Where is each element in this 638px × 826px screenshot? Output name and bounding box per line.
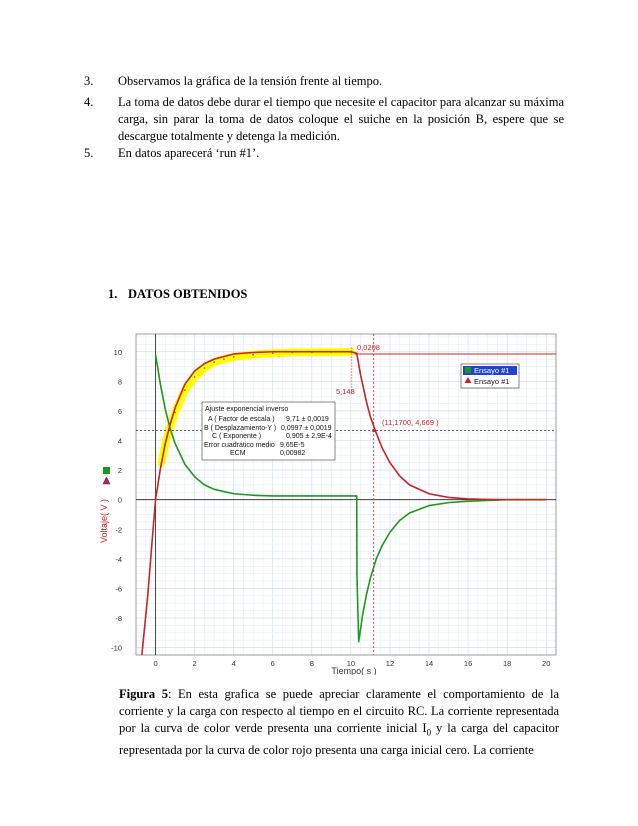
- legend: [461, 364, 519, 388]
- list-text: La toma de datos debe durar el tiempo que necesite el capacitor para alcanzar su máxima carga, sin parar la toma de datos coloque el suiche en la posición B, espere que se descargue totalmente y detenga la medición.: [118, 95, 564, 143]
- x-tick-label: 2: [192, 659, 197, 668]
- list-number: 3.: [84, 74, 94, 88]
- x-tick-label: 16: [463, 659, 473, 668]
- x-tick-label: 14: [424, 659, 434, 668]
- fit-point: [184, 389, 186, 391]
- y-tick-label: -6: [115, 584, 122, 594]
- x-tick-label: 12: [385, 659, 395, 668]
- fit-point: [203, 367, 205, 369]
- fit-row-label: ECM: [230, 450, 246, 457]
- y-tick-label: 2: [117, 466, 122, 476]
- fit-box-title: Ajuste exponencial inverso: [205, 406, 289, 413]
- y-tick-label: 6: [117, 406, 122, 416]
- y-tick-label: -8: [115, 614, 122, 624]
- fit-point: [272, 352, 274, 354]
- legend-green-icon: [465, 367, 471, 373]
- fit-row-value: 9,65E-5: [280, 442, 305, 449]
- legend-entry: Ensayo #1: [474, 366, 510, 375]
- x-tick-label: 4: [231, 659, 236, 668]
- x-tick-label: 20: [542, 659, 551, 668]
- y-tick-label: -10: [111, 643, 122, 653]
- fit-point: [213, 361, 215, 363]
- fit-row-label: C ( Exponente ): [212, 433, 262, 440]
- y-axis-label: Voltaje( V ): [99, 498, 109, 544]
- caption-text: : En esta grafica se puede apreciar claramente el comportamiento de la corriente y la carga con respecto al tiempo en el circuito RC. La corriente representada por la curva de color verde presenta una corriente inicial I: [119, 687, 559, 735]
- list-text: Observamos la gráfica de la tensión frente al tiempo.: [118, 74, 383, 88]
- caption-text-continued: y la carga del capacitor representada por la curva de color rojo presenta una carga inicial cero. La corriente: [119, 721, 559, 757]
- section-number: 1.: [108, 287, 118, 301]
- y-tick-label: -2: [115, 525, 122, 535]
- y-tick-label: 10: [113, 347, 122, 357]
- annotation-label: 0,0208: [357, 343, 380, 352]
- y-tick-label: 8: [117, 377, 122, 387]
- voltage-time-chart: [96, 331, 560, 675]
- fit-row-value: 0,0997 ± 0,0019: [281, 425, 332, 432]
- y-legend-green-icon: [103, 467, 110, 474]
- fit-point: [252, 354, 254, 356]
- fit-row-value: 0,00982: [280, 450, 306, 457]
- fit-row-value: 9,71 ± 0,0019: [286, 416, 329, 423]
- list-text: En datos aparecerá ‘run #1’.: [118, 146, 260, 160]
- y-tick-label: 0: [117, 495, 122, 505]
- caption-subscript: 0: [426, 727, 432, 738]
- y-tick-label: -4: [115, 554, 122, 564]
- legend-entry: Ensayo #1: [474, 377, 510, 386]
- list-number: 5.: [84, 146, 94, 160]
- x-tick-label: 18: [502, 659, 512, 668]
- section-title: DATOS OBTENIDOS: [128, 287, 248, 301]
- figure-caption: [119, 686, 559, 759]
- fit-row-value: 0,905 ± 2,9E-4: [286, 433, 332, 440]
- caption-label: Figura 5: [119, 687, 168, 701]
- y-tick-label: 4: [117, 436, 122, 446]
- fit-parameters-box: [202, 402, 335, 460]
- x-tick-label: 10: [346, 659, 356, 668]
- x-axis-label: Tiempo( s ): [331, 666, 377, 675]
- x-tick-label: 0: [153, 659, 158, 668]
- x-tick-label: 6: [270, 659, 275, 668]
- fit-point: [233, 356, 235, 358]
- annotation-label: (11,1700, 4,669 ): [382, 418, 439, 427]
- fit-row-label: A ( Factor de escala ): [208, 416, 275, 423]
- fit-row-label: Error cuadrático medio: [204, 442, 275, 449]
- marker-point: [372, 429, 375, 432]
- x-tick-label: 8: [309, 659, 314, 668]
- fit-point: [223, 358, 225, 360]
- annotation-label: 5,148: [336, 387, 355, 396]
- fit-row-label: B ( Desplazamiento-Y ): [204, 425, 277, 432]
- fit-point: [194, 376, 196, 378]
- list-number: 4.: [84, 95, 94, 109]
